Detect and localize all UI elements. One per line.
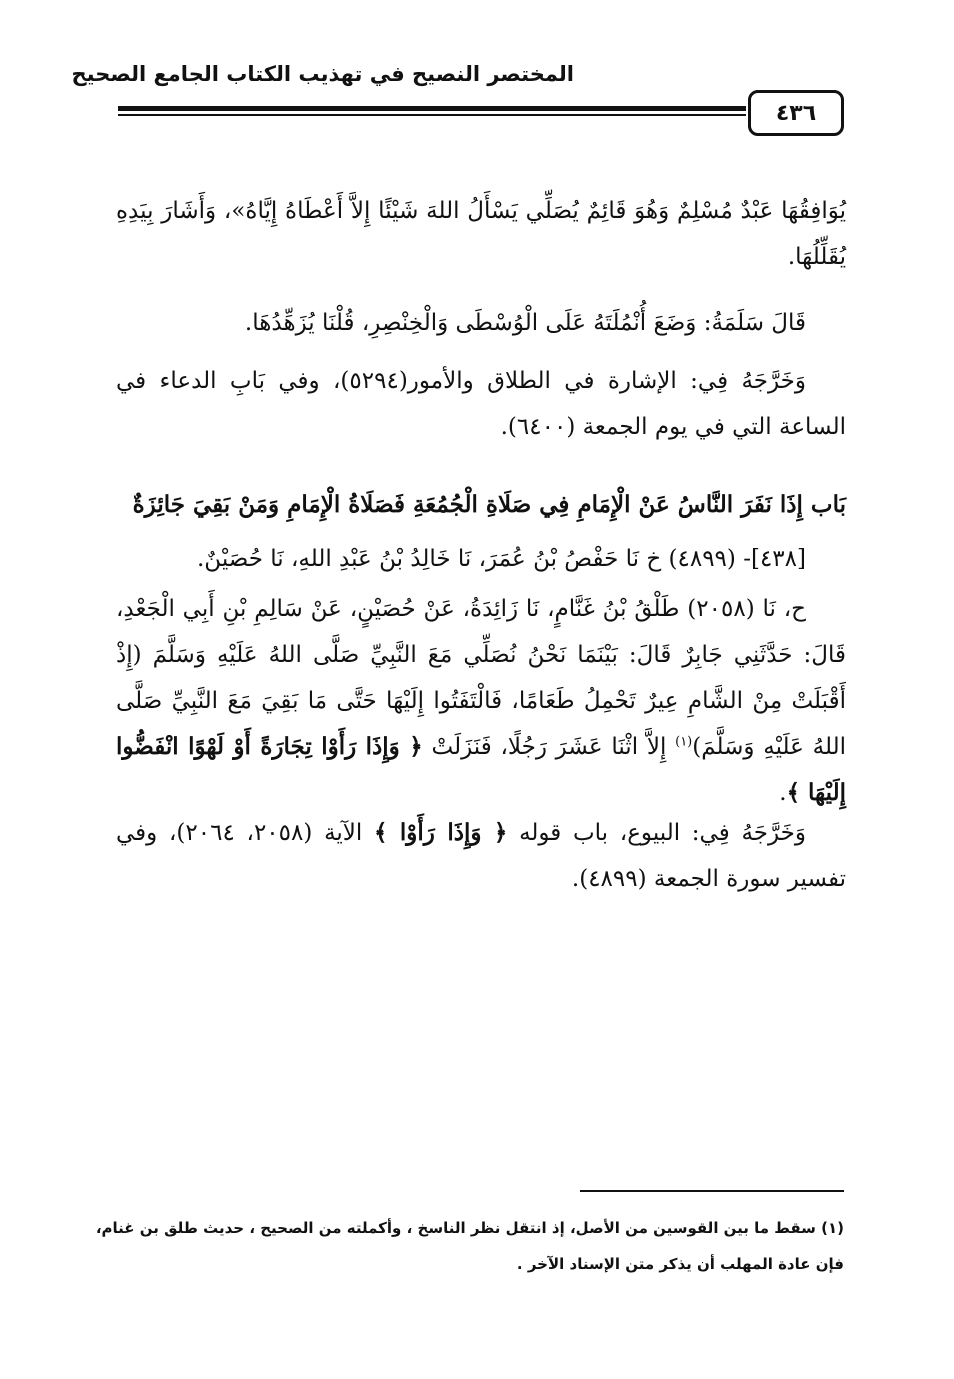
footnote — [95, 1210, 844, 1282]
hadith-438-main: ح، نَا (٢٠٥٨) طَلْقُ بْنُ غَنَّامٍ، نَا زَائِدَةُ، عَنْ حُصَيْنٍ، عَنْ سَالِمِ بْنِ أَبِي الْجَعْدِ، قَالَ: حَدَّثَنِي جَابِرٌ قَالَ: بَيْنَمَا نَحْنُ نُصَلِّي مَعَ النَّبِيِّ صَلَّى اللهُ عَلَيْهِ وَسَلَّمَ (إِذْ أَقْبَلَتْ مِنْ الشَّامِ عِيرٌ تَحْمِلُ طَعَامًا، فَالْتَفَتُوا إِلَيْهَا حَتَّى مَا بَقِيَ مَعَ النَّبِيِّ صَلَّى اللهُ عَلَيْهِ وَسَلَّمَ) — [116, 596, 846, 760]
quran-verse: ﴿ وَإِذَا رَأَوْا تِجَارَةً أَوْ لَهْوًا انْفَضُّوا إِلَيْهَا ﴾ — [116, 733, 846, 806]
takhrij-note-1: وَخَرَّجَهُ فِي: الإشارة في الطلاق والأمور(٥٢٩٤)، وفي بَابِ الدعاء في الساعة التي في يوم الجمعة (٦٤٠٠). — [116, 368, 846, 440]
hadith-438-period: . — [779, 780, 787, 806]
hadith-438-isnad: [٤٣٨]- (٤٨٩٩) خ نَا حَفْصُ بْنُ عُمَرَ، نَا خَالِدُ بْنُ عَبْدِ اللهِ، نَا حُصَيْنٌ. — [197, 546, 806, 572]
salama-comment: قَالَ سَلَمَةُ: وَضَعَ أُنْمُلَتَهُ عَلَى الْوُسْطَى وَالْخِنْصِرِ، قُلْنَا يُزَهِّدُهَا. — [244, 310, 806, 336]
takhrij-note-2 — [116, 810, 846, 902]
page-number: ٤٣٦ — [748, 90, 844, 136]
footnote-line-1: (١) سقط ما بين القوسين من الأصل، إذ انتقل نظر الناسخ ، وأكملته من الصحيح ، حديث طلق بن غنام، — [95, 1219, 844, 1237]
takhrij-2-end: الآية (٢٠٥٨، ٢٠٦٤)، وفي تفسير سورة الجمعة (٤٨٩٩). — [116, 820, 846, 892]
quran-verse-short: ﴿ وَإِذَا رَأَوْا ﴾ — [374, 819, 508, 846]
hadith-438-ending: إِلاَّ اثْنَا عَشَرَ رَجُلًا، فَنَزَلَتْ — [431, 734, 676, 760]
footnote-line-2: فإن عادة المهلب أن يذكر متن الإسناد الآخر . — [516, 1255, 844, 1273]
header-rule-thick — [118, 106, 746, 111]
hadith-438-text — [116, 586, 846, 816]
footnote-marker[interactable]: (١) — [675, 734, 693, 750]
takhrij-2-start: وَخَرَّجَهُ فِي: البيوع، باب قوله — [519, 820, 807, 846]
chapter-title: بَاب إِذَا نَفَرَ النَّاسُ عَنْ الْإِمَامِ فِي صَلَاةِ الْجُمُعَةِ فَصَلَاةُ الْإِمَامِ وَمَنْ بَقِيَ جَائِزَةٌ — [132, 491, 846, 518]
hadith-continuation: يُوَافِقُهَا عَبْدٌ مُسْلِمٌ وَهُوَ قَائِمٌ يُصَلِّي يَسْأَلُ اللهَ شَيْئًا إِلاَّ أَعْطَاهُ إِيَّاهُ»، وَأَشَارَ بِيَدِهِ يُقَلِّلُهَا. — [116, 198, 846, 270]
footnote-separator — [580, 1190, 844, 1192]
header-rule-thin — [118, 114, 746, 116]
running-title: المختصر النصيح في تهذيب الكتاب الجامع الصحيح — [71, 62, 574, 86]
